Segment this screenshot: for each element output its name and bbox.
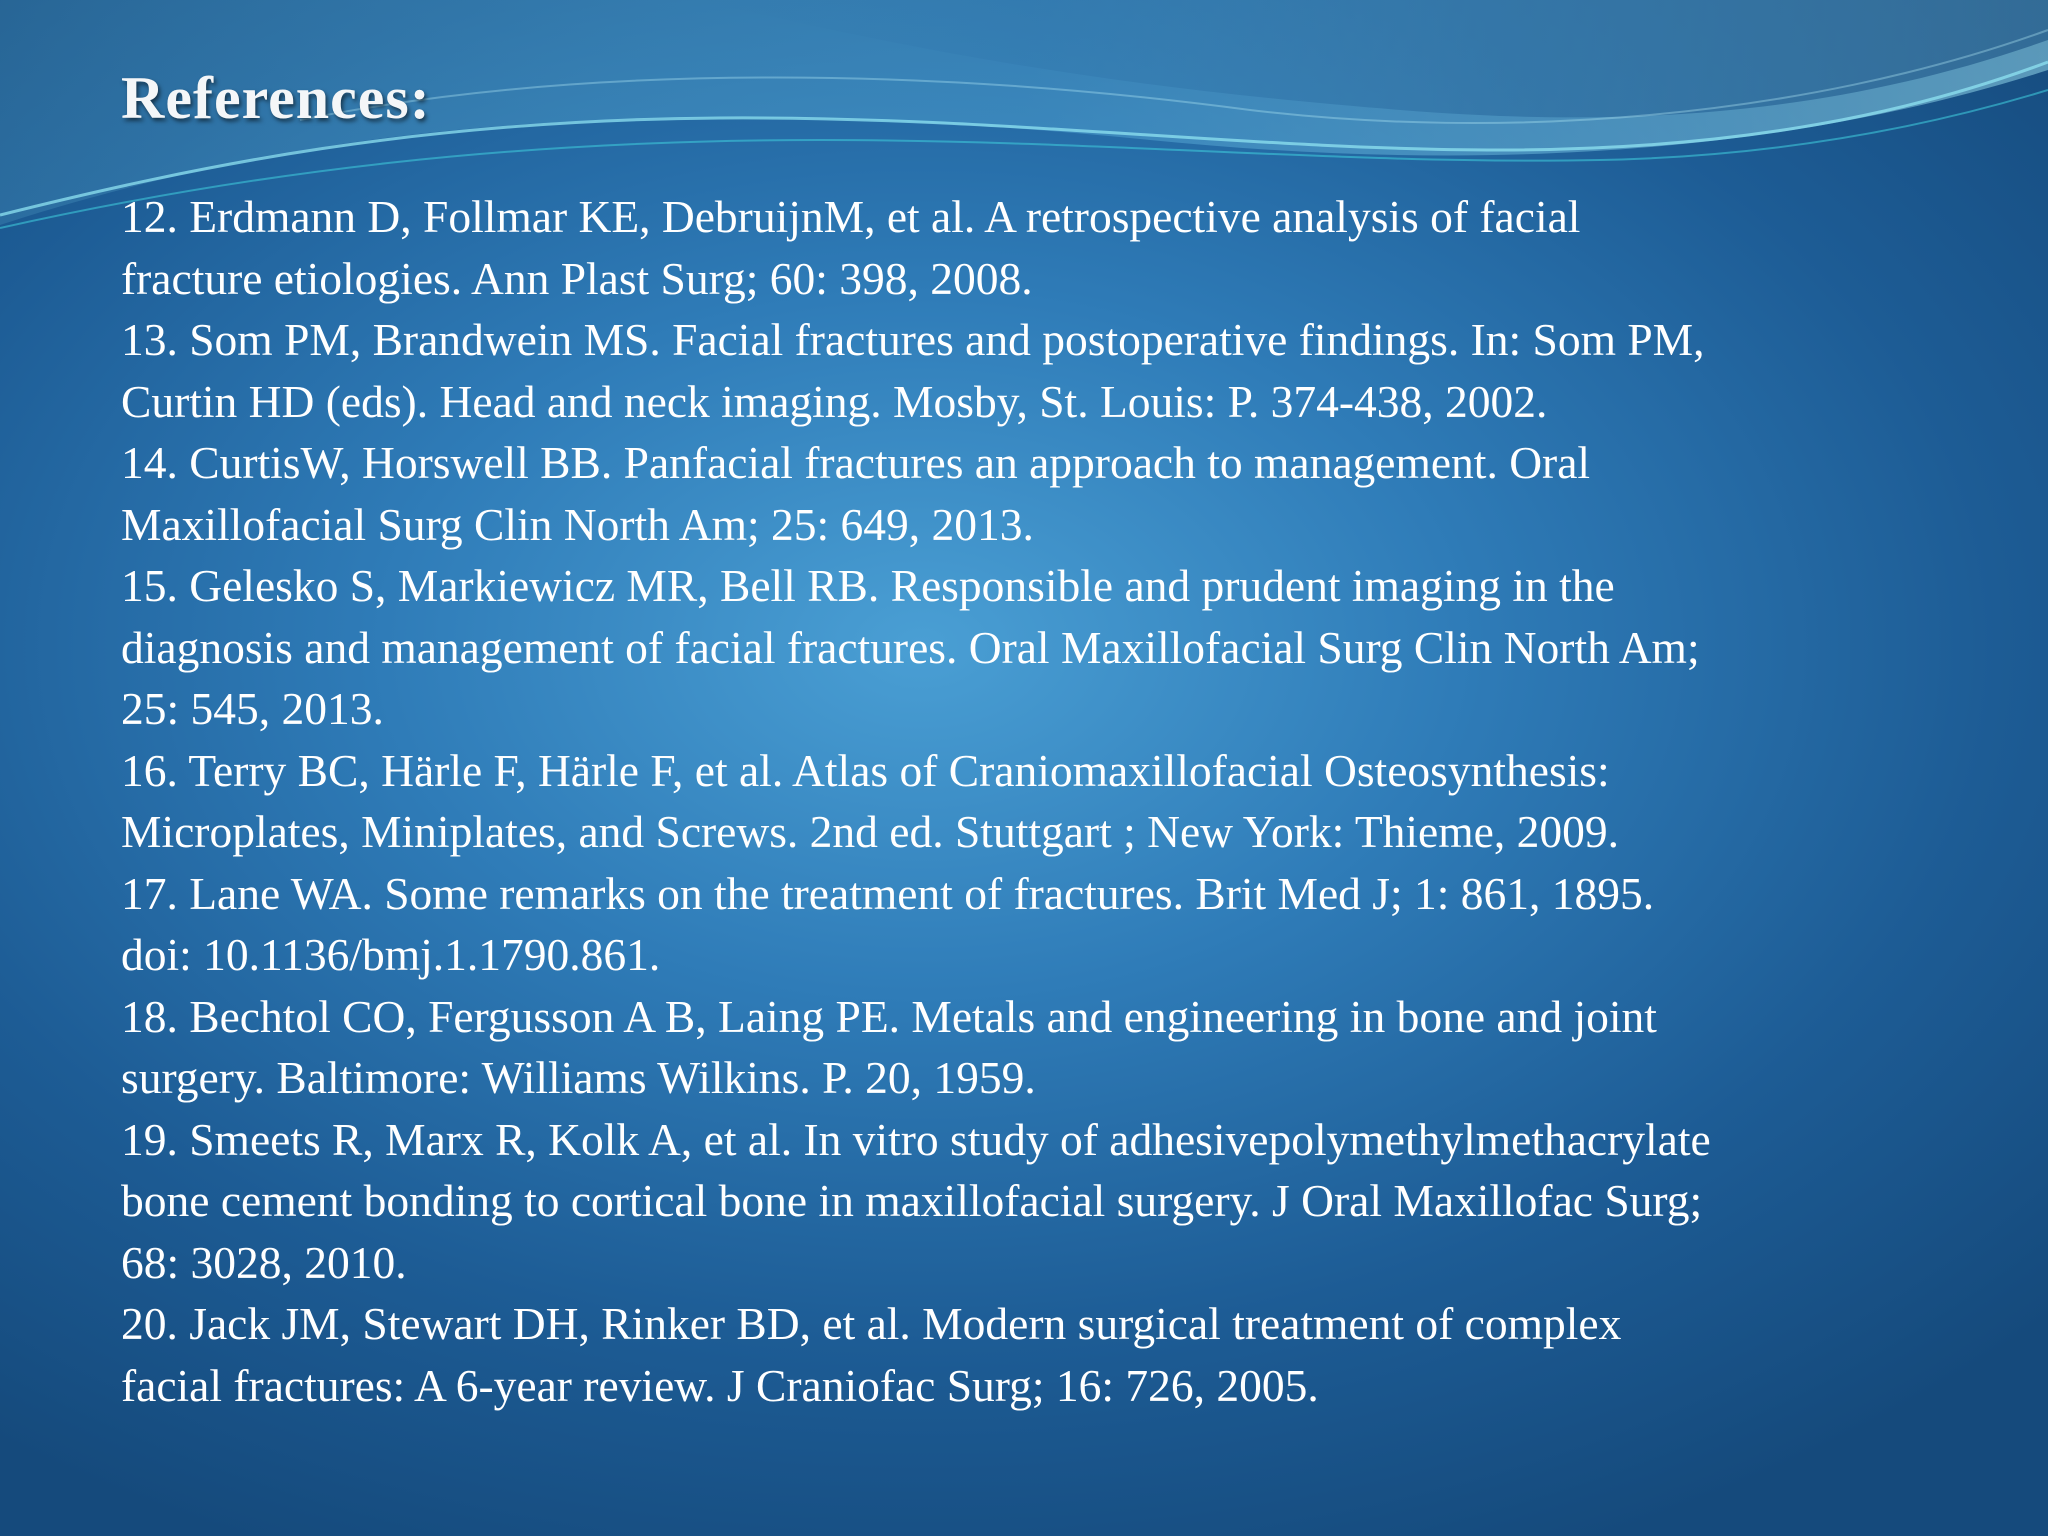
reference-item: 12. Erdmann D, Follmar KE, DebruijnM, et al. A retrospective analysis of facial fracture etiologies. Ann Plast Surg; 60: 398, 2008. (121, 191, 1581, 304)
reference-item: 14. CurtisW, Horswell BB. Panfacial fractures an approach to management. Oral Maxillofacial Surg Clin North Am; 25: 649, 2013. (121, 437, 1591, 550)
references-list (121, 186, 1961, 1416)
reference-item: 16. Terry BC, Härle F, Härle F, et al. Atlas of Craniomaxillofacial Osteosynthesis: Microplates, Miniplates, and Screws. 2nd ed. Stuttgart ; New York: Thieme, 2009. (121, 744, 1619, 857)
reference-item: 18. Bechtol CO, Fergusson A B, Laing PE. Metals and engineering in bone and joint surgery. Baltimore: Williams Wilkins. P. 20, 1959. (121, 990, 1657, 1103)
reference-item: 13. Som PM, Brandwein MS. Facial fractures and postoperative findings. In: Som PM, Curtin HD (eds). Head and neck imaging. Mosby, St. Louis: P. 374-438, 2002. (121, 314, 1705, 427)
slide-title: References: (121, 65, 431, 131)
reference-item: 20. Jack JM, Stewart DH, Rinker BD, et al. Modern surgical treatment of complex facial fractures: A 6-year review. J Craniofac Surg; 16: 726, 2005. (121, 1298, 1622, 1411)
reference-item: 19. Smeets R, Marx R, Kolk A, et al. In vitro study of adhesivepolymethylmethacrylate bone cement bonding to cortical bone in maxillofacial surgery. J Oral Maxillofac Surg; 68: 3028, 2010. (121, 1113, 1711, 1288)
reference-item: 15. Gelesko S, Markiewicz MR, Bell RB. Responsible and prudent imaging in the diagnosis and management of facial fractures. Oral Maxillofacial Surg Clin North Am; 25: 545, 2013. (121, 560, 1700, 734)
reference-item: 17. Lane WA. Some remarks on the treatment of fractures. Brit Med J; 1: 861, 1895. doi: 10.1136/bmj.1.1790.861. (121, 867, 1655, 980)
